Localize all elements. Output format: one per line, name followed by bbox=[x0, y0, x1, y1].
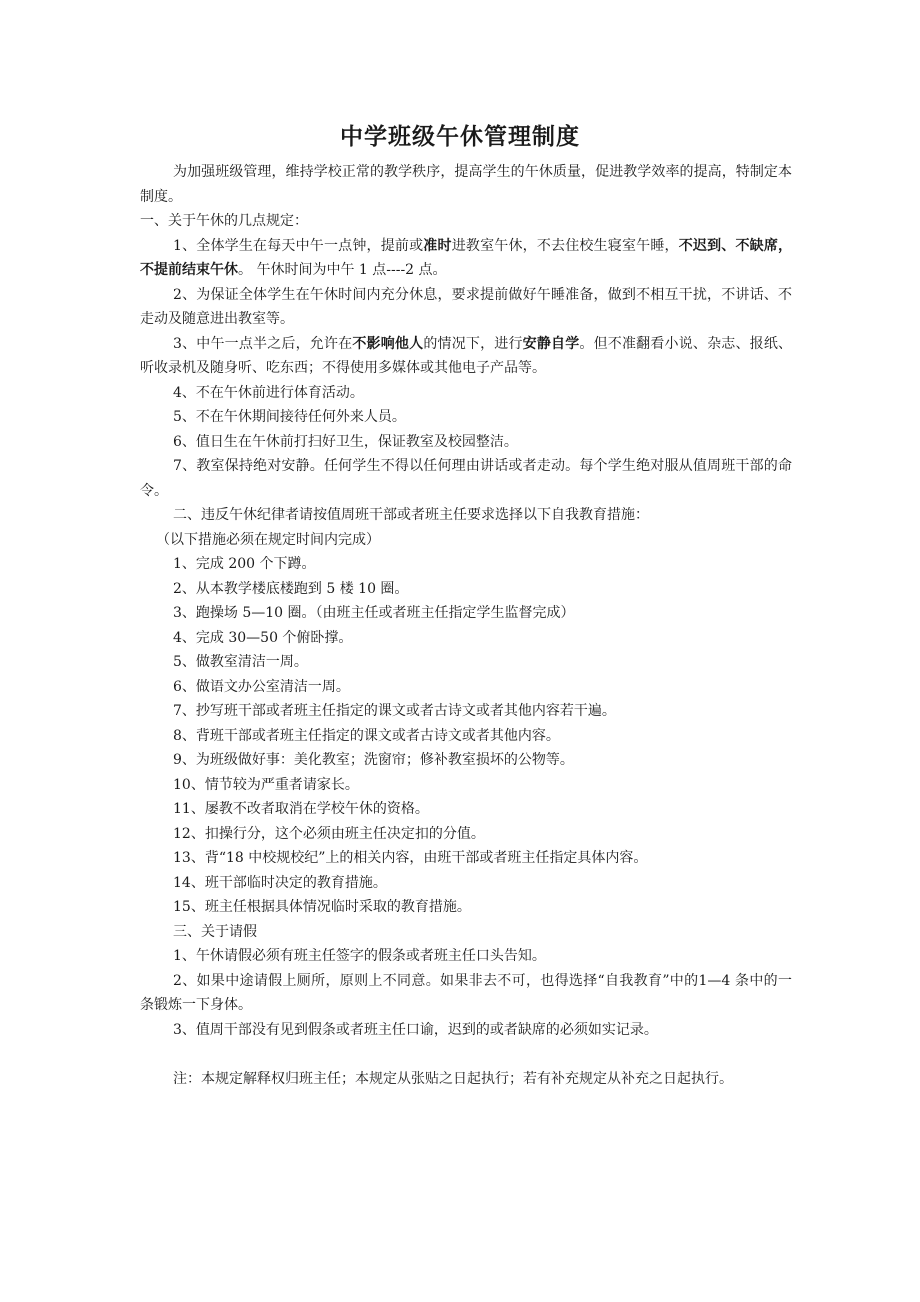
rule-3-bold-no-disturb: 不影响他人 bbox=[352, 335, 424, 352]
spacer bbox=[140, 1042, 792, 1067]
rule-1-bold-attendance: 不迟到、不缺席，不提前结束午休 bbox=[140, 237, 793, 278]
section2-heading: 二、违反午休纪律者请按值周班干部或者班主任要求选择以下自我教育措施： bbox=[173, 507, 649, 523]
measure-item: 15、班主任根据具体情况临时采取的教育措施。 bbox=[173, 899, 471, 915]
rule-3 bbox=[140, 332, 792, 381]
intro-paragraph: 为加强班级管理，维持学校正常的教学秩序，提高学生的午休质量，促进教学效率的提高，特制定本制度。 bbox=[140, 164, 792, 205]
measure-item: 13、背“18 中校规校纪”上的相关内容，由班干部或者班主任指定具体内容。 bbox=[173, 850, 648, 866]
footnote: 注：本规定解释权归班主任；本规定从张贴之日起执行；若有补充规定从补充之日起执行。 bbox=[173, 1070, 733, 1087]
measure-item: 6、做语文办公室清洁一周。 bbox=[173, 678, 350, 695]
rule-3-part-c: 的情况下，进行 bbox=[423, 335, 523, 352]
measure-item: 7、抄写班干部或者班主任指定的课文或者古诗文或者其他内容若干遍。 bbox=[173, 703, 616, 719]
rule-2: 2、为保证全体学生在午休时间内充分休息，要求提前做好午睡准备，做到不相互干扰，不讲话、不走动及随意进出教室等。 bbox=[140, 286, 792, 327]
leave-item: 3、值周干部没有见到假条或者班主任口谕，迟到的或者缺席的必须如实记录。 bbox=[173, 1021, 658, 1038]
measure-item: 2、从本教学楼底楼跑到 5 楼 10 圈。 bbox=[173, 580, 409, 597]
rule-3-part-a: 3、中午一点半之后，允许在 bbox=[173, 335, 353, 352]
measure-item: 3、跑操场 5—10 圈。（由班主任或者班主任指定学生监督完成） bbox=[173, 605, 575, 621]
section3-heading: 三、关于请假 bbox=[173, 923, 257, 940]
measure-item: 5、做教室清洁一周。 bbox=[173, 654, 308, 670]
document-title: 中学班级午休管理制度 bbox=[340, 124, 580, 150]
rule-1-part-a: 1、全体学生在每天中午一点钟，提前或 bbox=[173, 237, 424, 254]
measure-item: 14、班干部临时决定的教育措施。 bbox=[173, 874, 387, 891]
measure-item: 11、屡教不改者取消在学校午休的资格。 bbox=[173, 801, 429, 817]
rule-7: 7、教室保持绝对安静。任何学生不得以任何理由讲话或者走动。每个学生绝对服从值周班干部的命令。 bbox=[140, 458, 792, 499]
rule-1-bold-ontime: 准时 bbox=[423, 237, 452, 254]
measure-item: 8、背班干部或者班主任指定的课文或者古诗文或者其他内容。 bbox=[173, 727, 560, 744]
rule-1 bbox=[140, 234, 792, 283]
document-body bbox=[140, 160, 792, 1091]
rule-1-part-c: 进教室午休，不去住校生寝室午睡， bbox=[451, 237, 679, 254]
measure-item: 4、完成 30—50 个俯卧撑。 bbox=[173, 629, 353, 646]
measure-item: 10、情节较为严重者请家长。 bbox=[173, 776, 359, 793]
rule-3-bold-quiet-study: 安静自学 bbox=[522, 335, 580, 352]
section1-heading: 一、关于午休的几点规定： bbox=[140, 213, 308, 229]
leave-item: 1、午休请假必须有班主任签字的假条或者班主任口头告知。 bbox=[173, 948, 546, 964]
measure-item: 9、为班级做好事：美化教室；洗窗帘；修补教室损坏的公物等。 bbox=[173, 752, 574, 768]
rule-1-part-e: 。 午休时间为中午 1 点----2 点。 bbox=[238, 262, 447, 278]
rule-6: 6、值日生在午休前打扫好卫生，保证教室及校园整洁。 bbox=[173, 433, 518, 450]
rule-3-part-e: 。但不准翻看小说、杂志、报纸、听收录机及随身听、吃东西；不得使用多媒体或其他电子产品等。 bbox=[140, 335, 793, 376]
measure-item: 1、完成 200 个下蹲。 bbox=[173, 556, 316, 572]
section2-note: （以下措施必须在规定时间内完成） bbox=[156, 531, 380, 548]
measure-item: 12、扣操行分，这个必须由班主任决定扣的分值。 bbox=[173, 825, 485, 842]
leave-item: 2、如果中途请假上厕所，原则上不同意。如果非去不可，也得选择“自我教育”中的1—4 条中的一条锻炼一下身体。 bbox=[140, 972, 792, 1013]
rule-5: 5、不在午休期间接待任何外来人员。 bbox=[173, 409, 406, 425]
rule-4: 4、不在午休前进行体育活动。 bbox=[173, 384, 364, 401]
